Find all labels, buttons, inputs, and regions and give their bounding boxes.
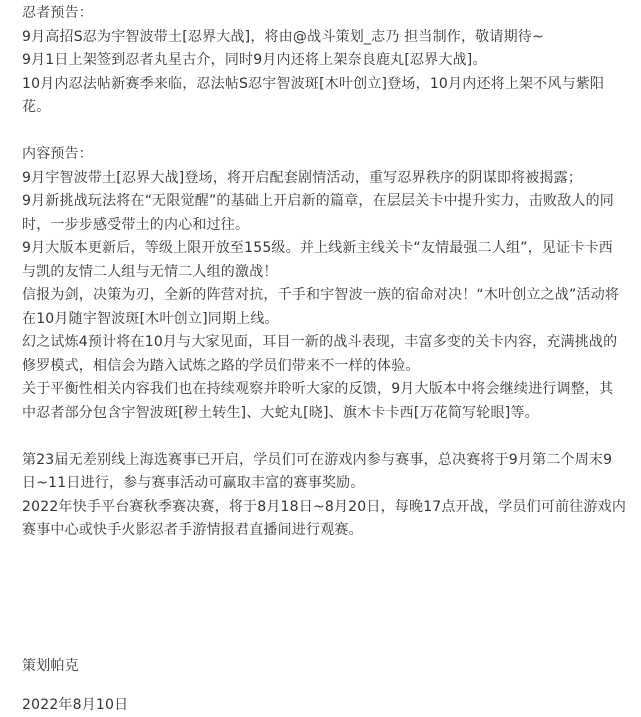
announcement-body xyxy=(22,2,626,543)
ninja-preview-section xyxy=(22,2,626,120)
ninja-preview-heading: 忍者预告： xyxy=(22,2,626,26)
content-preview-line: 9月新挑战玩法将在“无限觉醒”的基础上开启新的篇章，在层层关卡中提升实力，击败敌人的同时，一步步感受带土的内心和过往。 xyxy=(22,190,626,237)
content-preview-line: 关于平衡性相关内容我们也在持续观察并聆听大家的反馈，9月大版本中将会继续进行调整，其中忍者部分包含宇智波斑[秽土转生]、大蛇丸[晓]、旗木卡卡西[万花简写轮眼]等。 xyxy=(22,378,626,425)
content-preview-line: 信报为剑，决策为刃，全新的阵营对抗，千手和宇智波一族的宿命对决！“木叶创立之战”活动将在10月随宇智波斑[木叶创立]同期上线。 xyxy=(22,284,626,331)
content-preview-section xyxy=(22,143,626,425)
content-preview-line: 9月宇智波带土[忍界大战]登场，将开启配套剧情活动，重写忍界秩序的阴谋即将被揭露； xyxy=(22,167,626,191)
content-preview-line: 幻之试炼4预计将在10月与大家见面，耳目一新的战斗表现，丰富多变的关卡内容，充满挑战的修罗模式，相信会为踏入试炼之路的学员们带来不一样的体验。 xyxy=(22,331,626,378)
event-line: 第23届无差别线上海选赛事已开启，学员们可在游戏内参与赛事，总决赛将于9月第二个周末9日~11日进行，参与赛事活动可赢取丰富的赛事奖励。 xyxy=(22,449,626,496)
author-name: 策划帕克 xyxy=(22,655,128,679)
content-preview-line: 9月大版本更新后，等级上限开放至155级。并上线新主线关卡“友情最强二人组”，见证卡卡西与凯的友情二人组与无情二人组的激战！ xyxy=(22,237,626,284)
ninja-preview-line: 9月1日上架签到忍者丸星古介，同时9月内还将上架奈良鹿丸[忍界大战]。 xyxy=(22,49,626,73)
event-line: 2022年快手平台赛秋季赛决赛，将于8月18日~8月20日，每晚17点开战，学员们可前往游戏内赛事中心或快手火影忍者手游情报君直播间进行观赛。 xyxy=(22,496,626,543)
ninja-preview-line: 10月内忍法帖新赛季来临，忍法帖S忍宇智波斑[木叶创立]登场，10月内还将上架不风与紫阳花。 xyxy=(22,73,626,120)
publish-date: 2022年8月10日 xyxy=(22,694,128,717)
content-preview-heading: 内容预告： xyxy=(22,143,626,167)
ninja-preview-line: 9月高招S忍为宇智波带土[忍界大战]，将由@战斗策划_志乃 担当制作，敬请期待~ xyxy=(22,26,626,50)
signature-block xyxy=(22,655,128,717)
events-section xyxy=(22,449,626,543)
